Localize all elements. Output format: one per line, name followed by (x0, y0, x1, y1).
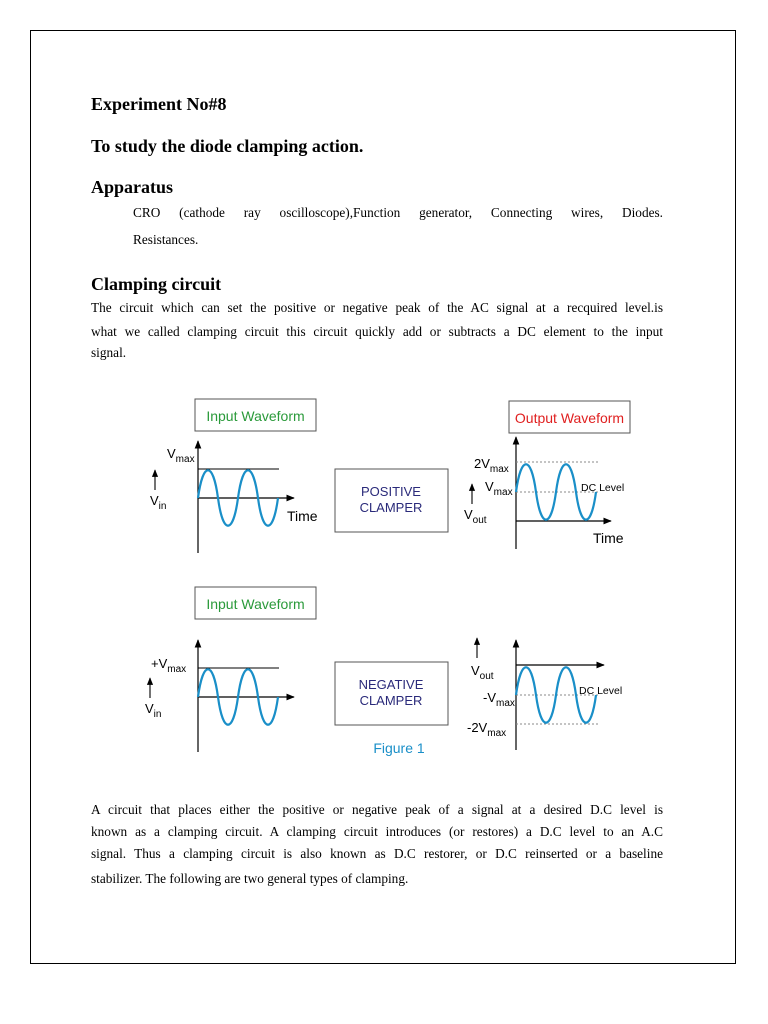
clamping-line-1: The circuit which can set the positive or negative peak of the AC signal at a recquired level.is (91, 300, 663, 315)
top-time-label: Time (287, 508, 318, 524)
positive-clamper-line-1: POSITIVE (361, 484, 421, 499)
aim-heading: To study the diode clamping action. (91, 136, 364, 156)
apparatus-line-1: CRO (cathode ray oscilloscope),Function generator, Connecting wires, Diodes. (133, 205, 663, 220)
experiment-title: Experiment No#8 (91, 94, 227, 114)
top-vin-label: $V_{in}$ (150, 493, 167, 512)
apparatus-heading: Apparatus (91, 177, 174, 197)
body-line-4: stabilizer. The following are two general types of clamping. (91, 871, 409, 886)
figure-caption: Figure 1 (373, 740, 425, 756)
bottom-minus-2vmax-label: $-2V_{max}$ (467, 720, 507, 739)
apparatus-line-2: Resistances. (133, 232, 199, 247)
top-output-label: Output Waveform (514, 410, 625, 426)
clamping-line-3: signal. (91, 345, 127, 360)
positive-clamper-line-2: CLAMPER (359, 500, 423, 515)
top-dc-level-label: DC Level (581, 482, 625, 494)
clamping-heading: Clamping circuit (91, 274, 222, 294)
bottom-input-label: Input Waveform (206, 596, 305, 612)
negative-clamper-line-2: CLAMPER (359, 693, 423, 708)
negative-clamper-line-1: NEGATIVE (358, 677, 424, 692)
top-out-vmax-label: $V_{max}$ (485, 479, 513, 498)
bottom-minus-vmax-label: $-V_{max}$ (483, 690, 515, 709)
top-2vmax-label: $2V_{max}$ (474, 456, 509, 475)
top-input-label: Input Waveform (206, 408, 305, 424)
body-line-1: A circuit that places either the positive or negative peak of a signal at a desired D.C level is (91, 802, 663, 817)
top-output-time-label: Time (593, 530, 624, 546)
top-vmax-label: $V_{max}$ (167, 446, 195, 465)
body-line-3: signal. Thus a clamping circuit is also known as D.C restorer, or D.C reinserted or a baseline (91, 846, 663, 861)
body-line-2: known as a clamping circuit. A clamping circuit introduces (or restores) a D.C level to an A.C (91, 824, 663, 839)
clamping-line-2: what we called clamping circuit this circuit quickly add or subtracts a DC element to the input (91, 324, 663, 339)
bottom-plus-vmax-label: $+V_{max}$ (151, 656, 187, 675)
bottom-vin-label: $V_{in}$ (145, 701, 162, 720)
top-vout-label: $V_{out}$ (464, 507, 487, 526)
bottom-dc-level-label: DC Level (579, 685, 623, 697)
bottom-vout-label: $V_{out}$ (471, 663, 494, 682)
